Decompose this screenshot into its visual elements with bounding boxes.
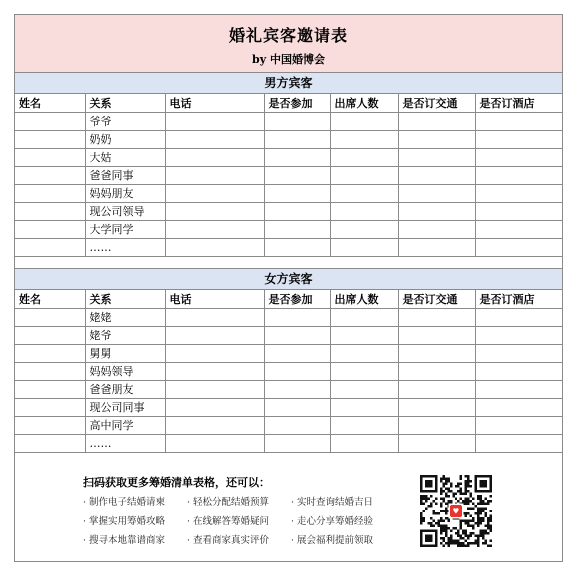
empty-cell[interactable] [475, 380, 562, 398]
empty-cell[interactable] [475, 362, 562, 380]
empty-cell[interactable] [165, 398, 264, 416]
empty-cell[interactable] [475, 326, 562, 344]
column-header: 电话 [165, 94, 264, 112]
empty-cell[interactable] [264, 238, 330, 256]
empty-cell[interactable] [264, 184, 330, 202]
empty-cell[interactable] [398, 434, 475, 452]
empty-cell[interactable] [165, 434, 264, 452]
relation-cell: 大姑 [85, 148, 165, 166]
column-header: 姓名 [15, 290, 85, 308]
empty-cell[interactable] [398, 362, 475, 380]
relation-cell: 现公司领导 [85, 202, 165, 220]
empty-cell[interactable] [330, 166, 398, 184]
svg-text:♥: ♥ [452, 506, 460, 516]
empty-cell[interactable] [398, 398, 475, 416]
empty-cell[interactable] [264, 380, 330, 398]
empty-cell[interactable] [330, 202, 398, 220]
empty-cell[interactable] [330, 184, 398, 202]
table-row [15, 398, 562, 416]
empty-cell[interactable] [264, 112, 330, 130]
empty-cell[interactable] [15, 238, 85, 256]
empty-cell[interactable] [398, 184, 475, 202]
promo-bullet: · 在线解答筹婚疑问 [187, 516, 270, 527]
empty-cell[interactable] [264, 130, 330, 148]
groom-guest-table [15, 94, 562, 257]
bride-guest-table [15, 290, 562, 453]
bride-section-header: 女方宾客 [15, 268, 562, 290]
promo-bullet: · 轻松分配结婚预算 [187, 497, 270, 508]
empty-cell[interactable] [15, 398, 85, 416]
column-header: 关系 [85, 290, 165, 308]
empty-cell[interactable] [165, 362, 264, 380]
empty-cell[interactable] [475, 112, 562, 130]
empty-cell[interactable] [165, 220, 264, 238]
column-header: 是否参加 [264, 290, 330, 308]
empty-cell[interactable] [15, 148, 85, 166]
table-row [15, 166, 562, 184]
relation-cell: 舅舅 [85, 344, 165, 362]
empty-cell[interactable] [264, 308, 330, 326]
column-header: 姓名 [15, 94, 85, 112]
table-row [15, 238, 562, 256]
column-header: 是否订酒店 [475, 290, 562, 308]
table-row [15, 344, 562, 362]
table-row [15, 112, 562, 130]
promo-bullet-row [83, 532, 403, 551]
empty-cell[interactable] [398, 416, 475, 434]
empty-cell[interactable] [15, 220, 85, 238]
empty-cell[interactable] [398, 220, 475, 238]
empty-cell[interactable] [398, 202, 475, 220]
empty-cell[interactable] [398, 344, 475, 362]
table-row [15, 362, 562, 380]
empty-cell[interactable] [165, 344, 264, 362]
table-header-row [15, 94, 562, 112]
empty-cell[interactable] [475, 238, 562, 256]
relation-cell: 现公司同事 [85, 398, 165, 416]
promo-footer [15, 461, 562, 561]
table-row [15, 416, 562, 434]
relation-cell: 大学同学 [85, 220, 165, 238]
empty-cell[interactable] [264, 202, 330, 220]
column-header: 是否订酒店 [475, 94, 562, 112]
relation-cell: 奶奶 [85, 130, 165, 148]
empty-cell[interactable] [15, 166, 85, 184]
table-row [15, 326, 562, 344]
promo-bullet: · 制作电子结婚请柬 [83, 497, 166, 508]
relation-cell: 姥爷 [85, 326, 165, 344]
promo-heading: 扫码获取更多筹婚清单表格，还可以： [83, 476, 270, 489]
empty-cell[interactable] [398, 112, 475, 130]
table-row [15, 130, 562, 148]
column-header: 出席人数 [330, 94, 398, 112]
empty-cell[interactable] [398, 238, 475, 256]
empty-cell[interactable] [475, 166, 562, 184]
groom-section-header: 男方宾客 [15, 72, 562, 94]
empty-cell[interactable] [475, 184, 562, 202]
page-title: 婚礼宾客邀请表 [228, 26, 348, 45]
table-row [15, 220, 562, 238]
empty-cell[interactable] [15, 416, 85, 434]
empty-cell[interactable] [15, 130, 85, 148]
empty-cell[interactable] [330, 344, 398, 362]
promo-bullet-row [83, 494, 403, 513]
table-row [15, 148, 562, 166]
empty-cell[interactable] [264, 344, 330, 362]
page-subtitle: by 中国婚博会 [252, 53, 325, 66]
empty-cell[interactable] [15, 434, 85, 452]
empty-cell[interactable] [398, 308, 475, 326]
relation-cell: 爸爸同事 [85, 166, 165, 184]
empty-cell[interactable] [165, 308, 264, 326]
empty-cell[interactable] [330, 398, 398, 416]
empty-cell[interactable] [398, 148, 475, 166]
column-header: 是否订交通 [398, 94, 475, 112]
empty-cell[interactable] [330, 434, 398, 452]
empty-cell[interactable] [15, 202, 85, 220]
empty-cell[interactable] [398, 130, 475, 148]
table-header-row [15, 290, 562, 308]
empty-cell[interactable] [165, 166, 264, 184]
empty-cell[interactable] [475, 148, 562, 166]
empty-cell[interactable] [165, 202, 264, 220]
column-header: 电话 [165, 290, 264, 308]
empty-cell[interactable] [264, 326, 330, 344]
empty-cell[interactable] [330, 238, 398, 256]
empty-cell[interactable] [475, 202, 562, 220]
empty-cell[interactable] [15, 308, 85, 326]
table-row [15, 184, 562, 202]
promo-bullet: · 掌握实用筹婚攻略 [83, 516, 166, 527]
promo-bullet: · 走心分享筹婚经验 [291, 516, 374, 527]
empty-cell[interactable] [330, 416, 398, 434]
empty-cell[interactable] [330, 112, 398, 130]
relation-cell: 姥姥 [85, 308, 165, 326]
empty-cell[interactable] [15, 362, 85, 380]
column-header: 是否订交通 [398, 290, 475, 308]
empty-cell[interactable] [15, 326, 85, 344]
empty-cell[interactable] [264, 362, 330, 380]
relation-cell: …… [85, 238, 165, 256]
promo-bullet: · 查看商家真实评价 [187, 535, 270, 546]
empty-cell[interactable] [475, 308, 562, 326]
relation-cell: 高中同学 [85, 416, 165, 434]
invitation-sheet [14, 14, 563, 562]
qr-code-icon[interactable] [420, 475, 492, 547]
empty-cell[interactable] [475, 416, 562, 434]
table-row [15, 308, 562, 326]
empty-cell[interactable] [330, 380, 398, 398]
empty-cell[interactable] [475, 130, 562, 148]
relation-cell: …… [85, 434, 165, 452]
empty-cell[interactable] [330, 130, 398, 148]
empty-cell[interactable] [165, 130, 264, 148]
empty-cell[interactable] [15, 380, 85, 398]
relation-cell: 妈妈领导 [85, 362, 165, 380]
table-row [15, 434, 562, 452]
empty-cell[interactable] [165, 112, 264, 130]
promo-bullet: · 展会福利提前领取 [291, 535, 374, 546]
empty-cell[interactable] [165, 326, 264, 344]
empty-cell[interactable] [330, 308, 398, 326]
column-header: 关系 [85, 94, 165, 112]
empty-cell[interactable] [475, 344, 562, 362]
empty-cell[interactable] [264, 148, 330, 166]
empty-cell[interactable] [330, 148, 398, 166]
title-band [15, 15, 562, 73]
empty-cell[interactable] [398, 166, 475, 184]
empty-cell[interactable] [264, 434, 330, 452]
column-header: 是否参加 [264, 94, 330, 112]
empty-cell[interactable] [165, 148, 264, 166]
table-row [15, 380, 562, 398]
empty-cell[interactable] [264, 220, 330, 238]
empty-cell[interactable] [264, 416, 330, 434]
promo-bullet: · 搜寻本地靠谱商家 [83, 535, 166, 546]
empty-cell[interactable] [330, 220, 398, 238]
empty-cell[interactable] [165, 184, 264, 202]
empty-cell[interactable] [475, 398, 562, 416]
empty-cell[interactable] [15, 184, 85, 202]
relation-cell: 爷爷 [85, 112, 165, 130]
empty-cell[interactable] [15, 112, 85, 130]
promo-bullets [83, 494, 403, 551]
promo-bullet: · 实时查询结婚吉日 [291, 497, 374, 508]
empty-cell[interactable] [330, 362, 398, 380]
empty-cell[interactable] [475, 434, 562, 452]
column-header: 出席人数 [330, 290, 398, 308]
empty-cell[interactable] [165, 380, 264, 398]
relation-cell: 妈妈朋友 [85, 184, 165, 202]
relation-cell: 爸爸朋友 [85, 380, 165, 398]
empty-cell[interactable] [330, 326, 398, 344]
empty-cell[interactable] [264, 398, 330, 416]
empty-cell[interactable] [15, 344, 85, 362]
empty-cell[interactable] [165, 416, 264, 434]
empty-cell[interactable] [475, 220, 562, 238]
table-row [15, 202, 562, 220]
promo-bullet-row [83, 513, 403, 532]
empty-cell[interactable] [264, 166, 330, 184]
empty-cell[interactable] [398, 380, 475, 398]
empty-cell[interactable] [398, 326, 475, 344]
empty-cell[interactable] [165, 238, 264, 256]
